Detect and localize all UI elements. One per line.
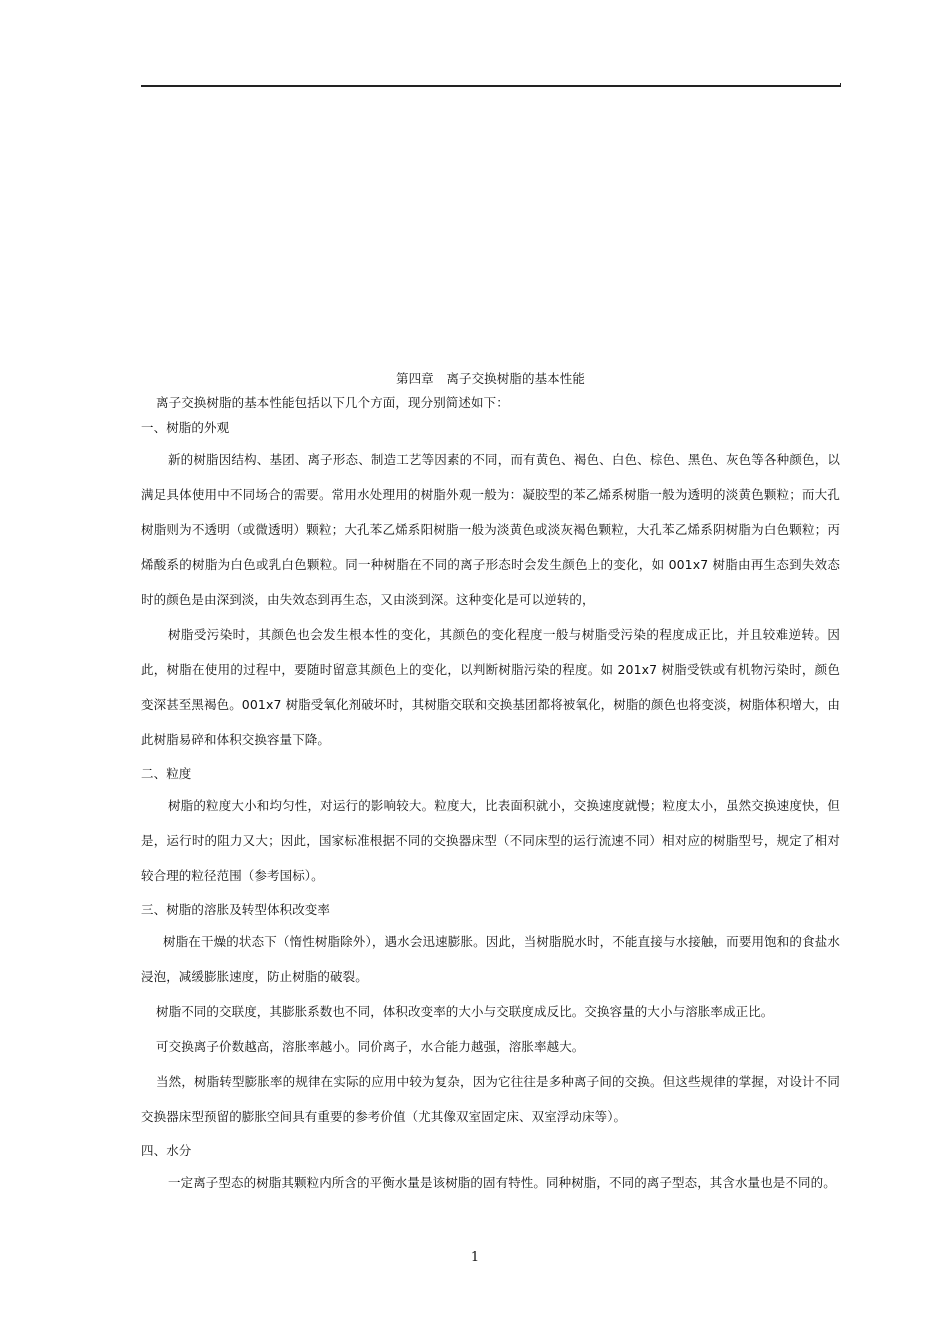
paragraph-swelling-2: 树脂不同的交联度，其膨胀系数也不同，体积改变率的大小与交联度成反比。交换容量的大小与溶胀率成正比。 <box>156 1004 774 1019</box>
paragraph-swelling-4: 当然，树脂转型膨胀率的规律在实际的应用中较为复杂，因为它往往是多种离子间的交换。但这些规律的掌握，对设计不同交换器床型预留的膨胀空间具有重要的参考价值（尤其像双室固定床、双室浮动床等）。 <box>141 1074 840 1124</box>
section-heading-swelling: 三、树脂的溶胀及转型体积改变率 <box>141 902 331 917</box>
section-heading-particle-size: 二、粒度 <box>141 766 192 781</box>
page-number: 1 <box>470 1250 480 1265</box>
section-heading-appearance: 一、树脂的外观 <box>141 420 230 435</box>
paragraph-swelling-3: 可交换离子价数越高，溶胀率越小。同价离子，水合能力越强，溶胀率越大。 <box>156 1039 585 1054</box>
intro-text: 离子交换树脂的基本性能包括以下几个方面，现分别简述如下： <box>156 395 509 410</box>
chapter-title: 第四章 离子交换树脂的基本性能 <box>395 371 585 386</box>
paragraph-appearance-1: 新的树脂因结构、基团、离子形态、制造工艺等因素的不同，而有黄色、褐色、白色、棕色、黑色、灰色等各种颜色，以满足具体使用中不同场合的需要。常用水处理用的树脂外观一般为：凝胶型的苯乙烯系树脂一般为透明的淡黄色颗粒；而大孔树脂则为不透明（或微透明）颗粒；大孔苯乙烯系阳树脂一般为淡黄色或淡灰褐色颗粒，大孔苯乙烯系阴树脂为白色颗粒；丙烯酸系的树脂为白色或乳白色颗粒。同一种树脂在不同的离子形态时会发生颜色上的变化，如 001x7 树脂由再生态到失效态时的颜色是由深到淡，由失效态到再生态，又由淡到深。这种变化是可以逆转的， <box>141 452 840 607</box>
document-body <box>141 366 840 1200</box>
header-rule <box>141 85 841 87</box>
paragraph-swelling-1: 树脂在干燥的状态下（惰性树脂除外），遇水会迅速膨胀。因此，当树脂脱水时，不能直接与水接触，而要用饱和的食盐水浸泡，减缓膨胀速度，防止树脂的破裂。 <box>141 934 840 984</box>
section-heading-moisture: 四、水分 <box>141 1143 192 1158</box>
paragraph-moisture: 一定离子型态的树脂其颗粒内所含的平衡水量是该树脂的固有特性。同种树脂，不同的离子型态，其含水量也是不同的。 <box>168 1175 836 1190</box>
paragraph-appearance-2: 树脂受污染时，其颜色也会发生根本性的变化，其颜色的变化程度一般与树脂受污染的程度成正比，并且较难逆转。因此，树脂在使用的过程中，要随时留意其颜色上的变化，以判断树脂污染的程度。如 201x7 树脂受铁或有机物污染时，颜色变深甚至黑褐色。001x7 树脂受氧化剂破坏时，其树脂交联和交换基团都将被氧化，树脂的颜色也将变淡，树脂体积增大，由此树脂易碎和体积交换容量下降。 <box>141 627 840 747</box>
paragraph-particle-size: 树脂的粒度大小和均匀性，对运行的影响较大。粒度大，比表面积就小，交换速度就慢；粒度太小，虽然交换速度快，但是，运行时的阻力又大；因此，国家标准根据不同的交换器床型（不同床型的运行流速不同）相对应的树脂型号，规定了相对较合理的粒径范围（参考国标）。 <box>141 798 840 883</box>
